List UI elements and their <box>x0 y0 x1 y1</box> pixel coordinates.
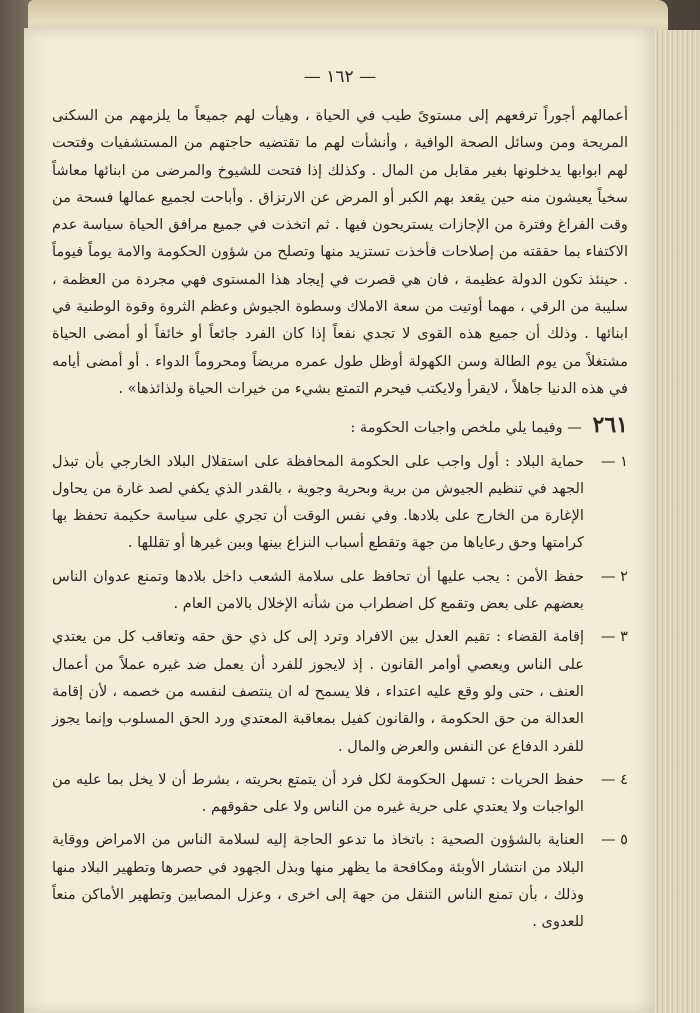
page-content <box>52 64 628 973</box>
item-number: ٢ — <box>600 567 628 585</box>
section-heading <box>52 412 628 441</box>
item-number: ١ — <box>600 452 628 470</box>
item-text: حفظ الحريات : تسهل الحكومة لكل فرد أن يتمتع بحريته ، بشرط أن لا يخل بما عليه من الواجبات ولا يعتدي على حرية غيره من الناس ولا على حقوقهم . <box>52 770 584 816</box>
intro-paragraph: أعمالهم أجوراً ترفعهم إلى مستوىً طيب في الحياة ، وهيأت لهم جميعاً ما يلزمهم من السكنى المريحة ومن وسائل الصحة الوافية ، وأنشأت لهم ما تقتضيه حاجتهم من المستشفيات وفتحت لهم ابوابها يدخلونها بغير مقابل من المال . وكذلك إذا فتحت للشيوخ والمرضى من ابنائها معاشاً سخياً يعيشون منه حين يقعد بهم الكبر أو المرض عن الارتزاق . وأباحت لجميع عمالها فسحة من وقت الفراغ وفترة من الإجازات يستريحون فيها . ثم اتخذت في جميع مرافق الحياة سياسة عدم الاكتفاء بما حققته من إصلاحات فأخذت تستزيد منها وتصلح من شؤون الحكومة والامة يوماً فيوماً . حينئذ تكون الدولة عظيمة ، فان هي قصرت في إيجاد هذا المستوى فهي مجردة من العظمة ، سليبة من الرقي ، مهما أوتيت من سعة الاملاك وسطوة الجيوش وعظم الثروة وقوة الوطنية في ابنائها . وذلك أن جميع هذه القوى لا تجدي نفعاً إذا كان الفرد جائعاً أو خائفاً أو أمضى الحياة مشتغلاً من يوم الطالة وسن الكهولة أوظل طول عمره مريضاً ومحروماً الدواء . أو أمضى أيامه في هذه الدنيا جاهلاً ، لايقرأ ولايكتب فيحرم التمتع بشيء من خيرات الحياة ولذائذها» . <box>52 107 628 397</box>
list-item <box>52 623 628 759</box>
item-text: العناية بالشؤون الصحية : باتخاذ ما تدعو الحاجة إليه لسلامة الناس من الامراض ووقاية البلاد من انتشار الأوبئة ومكافحة ما يظهر منها وبذل الجهود في حصرها وتطهير البلاد منها وذلك ، بأن تمنع الناس التنقل من جهة إلى اخرى ، وعزل المصابين وتطهير الأماكن منعاً للعدوى . <box>52 831 584 931</box>
list-item <box>52 448 628 557</box>
item-number: ٣ — <box>600 628 628 646</box>
item-number: ٥ — <box>600 831 628 849</box>
book-page <box>24 28 654 1013</box>
list-item <box>52 766 628 821</box>
item-text: حفظ الأمن : يجب عليها أن تحافظ على سلامة الشعب داخل بلادها وتمنع عدوان الناس بعضهم على بعض وتقمع كل اضطراب من شأنه الإخلال بالامن العام . <box>52 567 584 613</box>
section-title: — وفيما يلي ملخص واجبات الحكومة : <box>350 419 582 437</box>
section-number: ٢٦١ <box>592 412 628 439</box>
list-item <box>52 563 628 618</box>
item-text: إقامة القضاء : تقيم العدل بين الافراد وترد إلى كل ذي حق حقه وتعاقب كل من يعتدي على الناس ويعصي أوامر القانون . إذ لايجوز للفرد أن يعمل ضد غيره عملاً من أعمال العنف ، حتى ولو وقع عليه اعتداء ، فلا يسمح له ان ينتصف لنفسه من خصمه ، لأن إقامة العدالة من حق الحكومة ، والقانون كفيل بمعاقبة المعتدي ورد الحق المسلوب وإنما يجوز للفرد الدفاع عن النفس والعرض والمال . <box>52 628 584 755</box>
list-item <box>52 826 628 935</box>
item-text: حماية البلاد : أول واجب على الحكومة المحافظة على استقلال البلاد الخارجي بأن تبذل الجهد في تنظيم الجيوش من برية وبحرية وجوية ، بالقدر الذي يكفي لصد غارة من يحاول الإغارة من الخارج على بلادها. وفي نفس الوقت أن تجري على سياسة حكيمة تحفظ بها كرامتها وحق رعاياها من جهة وتقطع أسباب النزاع بينها وبين غيرها أو تقللها . <box>52 452 584 552</box>
page-number: — ١٦٢ — <box>303 67 377 87</box>
item-number: ٤ — <box>600 770 628 788</box>
